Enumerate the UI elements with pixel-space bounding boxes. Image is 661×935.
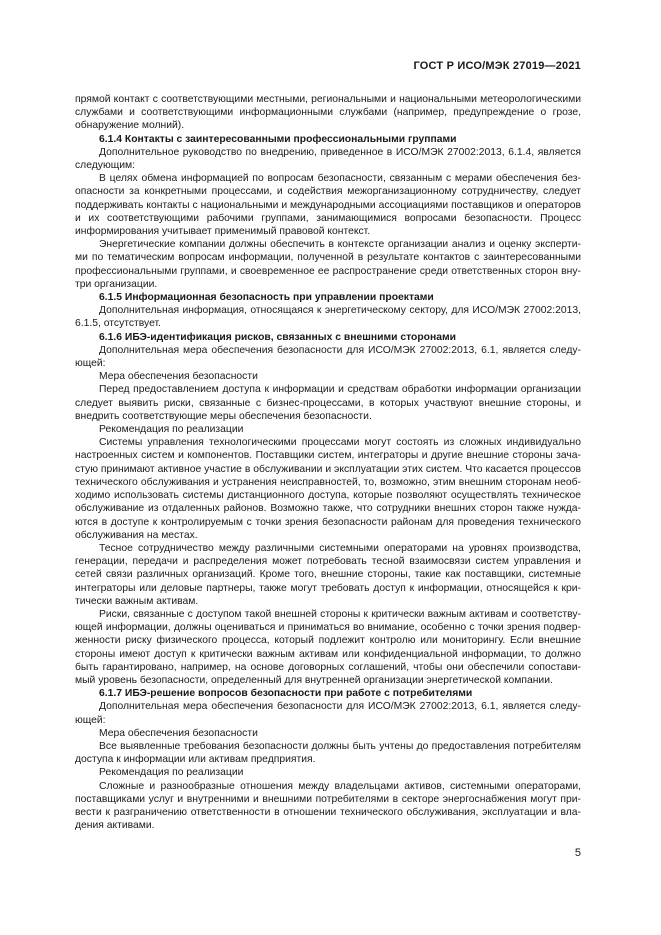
paragraph: Дополнительное руководство по внедрению, приведенное в ИСО/МЭК 27002:2013, 6.1.4, является следующим: — [75, 146, 581, 172]
paragraph: Дополнительная мера обеспечения безопасности для ИСО/МЭК 27002:2013, 6.1, является следующей: — [75, 701, 581, 726]
paragraph: Все выявленные требования безопасности должны быть учтены до предоставления потребителям доступа к информации или активам предприятия. — [75, 740, 581, 766]
paragraph: Дополнительная информация, относящаяся к энергетическому сектору, для ИСО/МЭК 27002:2013, 6.1.5, отсутствует. — [75, 305, 581, 330]
paragraph: Энергетические компании должны обеспечить в контексте организации анализ и оценку экспертими по тематическим вопросам информации, полученной в результате контактов с заинтересованными профессиональными группами, и своевременное ее распространение среди ответственных сторон внутри организации. — [75, 239, 581, 290]
subheading-implementation-guidance: Рекомендация по реализации — [99, 424, 244, 436]
section-heading-6-1-4: 6.1.4 Контакты с заинтересованными профессиональными группами — [99, 133, 457, 145]
paragraph: Тесное сотрудничество между различными системными операторами на уровнях производства, генерации, передачи и распределения может потребовать тесной взаимосвязи систем управления и сетей связи различных организаций. Кроме того, внешние стороны, такие как поставщики, системные интеграторы или деловые партнеры, также могут требовать доступ к информации, относящейся к критически важным активам. — [75, 542, 581, 607]
paragraph: Сложные и разнообразные отношения между владельцами активов, системными операторами, поставщиками услуг и внутренними и внешними потребителями в секторе энергоснабжения могут привести к разграничению ответственности в отношении технического обслуживания, эксплуатации и владения активами. — [75, 780, 581, 832]
document-body — [75, 93, 581, 832]
paragraph: В целях обмена информацией по вопросам безопасности, связанным с мерами обеспечения безопасности за конкретными процессами, и содействия межорганизационному сотрудничеству, следует поддерживать контакты с национальными и международными ассоциациями поставщиков и операторов и их соответствующими рабочими группами, занимающимися вопросами безопасности. Процесс информирования учитывает применимый правовой контекст. — [75, 173, 581, 238]
subheading-security-measure: Мера обеспечения безопасности — [99, 371, 258, 383]
subheading-security-measure: Мера обеспечения безопасности — [99, 727, 258, 739]
section-heading-6-1-5: 6.1.5 Информационная безопасность при управлении проектами — [99, 292, 434, 304]
paragraph: Системы управления технологическими процессами могут состоять из сложных индивидуально настроенных систем и компонентов. Поставщики систем, интеграторы и другие внешние стороны зачастую принимают активное участие в обслуживании и эксплуатации этих систем. Что касается процессов технического обслуживания и устранения неисправностей, то, возможно, этим внешним сторонам необходимо использовать системы дистанционного доступа, которые позволяют осуществлять техническое обслуживание из отдаленных районов. Возможно также, что сотрудники внешних сторон также нуждаются в доступе к контролируемым с точки зрения безопасности районам для проведения технического обслуживания на местах. — [75, 437, 581, 541]
paragraph-continuation: прямой контакт с соответствующими местными, региональными и национальными метеорологическими службами и соответствующими информационными службами (например, предупреждение о грозе, обнаружение молний). — [75, 94, 581, 132]
paragraph: Перед предоставлением доступа к информации и средствам обработки информации организации следует выявить риски, связанные с бизнес-процессами, в которых участвуют внешние стороны, и внедрить соответствующие меры обеспечения безопасности. — [75, 384, 581, 422]
page-number: 5 — [574, 847, 581, 859]
section-heading-6-1-6: 6.1.6 ИБЭ-идентификация рисков, связанных с внешними сторонами — [99, 331, 456, 343]
paragraph: Риски, связанные с доступом такой внешней стороны к критически важным активам и соответствующей информации, должны оцениваться и приниматься во внимание, особенно с точки зрения подверженности риску физического процесса, который подлежит контролю или мониторингу. Если внешние стороны имеют доступ к критически важным активам или конфиденциальной информации, то должно быть гарантировано, например, на основе договорных соглашений, чтобы они обеспечили сопоставимый уровень безопасности, определенный для внутренней организации энергетической компании. — [75, 608, 581, 686]
paragraph: Дополнительная мера обеспечения безопасности для ИСО/МЭК 27002:2013, 6.1, является следующей: — [75, 344, 581, 370]
subheading-implementation-guidance: Рекомендация по реализации — [99, 767, 244, 779]
standard-header: ГОСТ Р ИСО/МЭК 27019—2021 — [413, 60, 581, 72]
section-heading-6-1-7: 6.1.7 ИБЭ-решение вопросов безопасности при работе с потребителями — [99, 688, 473, 700]
